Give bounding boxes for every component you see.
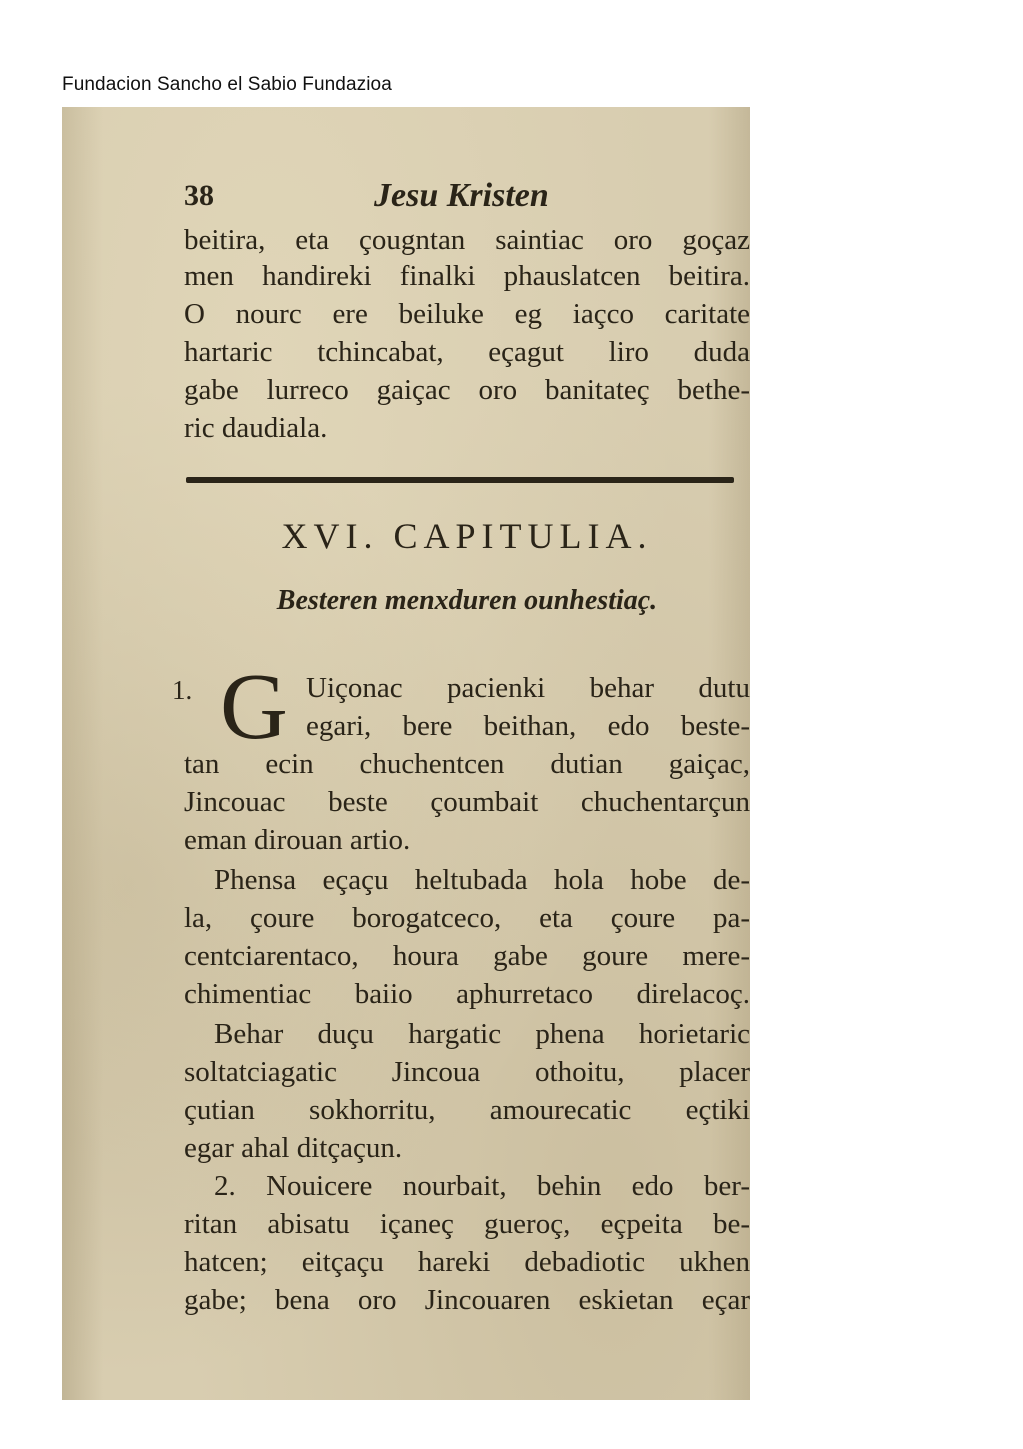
- running-title: Jesu Kristen: [374, 177, 549, 214]
- text-line: Behar duçu hargatic phena horietaric: [214, 1018, 750, 1050]
- page-number: 38: [184, 179, 214, 212]
- text-line: centciarentaco, houra gabe goure mere-: [184, 940, 750, 972]
- text-line: çutian sokhorritu, amourecatic eçtiki: [184, 1094, 750, 1126]
- text-line: gabe; bena oro Jincouaren eskietan eçar: [184, 1284, 750, 1316]
- paragraph-number: 1.: [172, 675, 193, 705]
- text-line: gabe lurreco gaiçac oro banitateç bethe-: [184, 374, 750, 406]
- text-line: Uiçonac pacienki behar dutu: [306, 672, 750, 704]
- text-line: O nourc ere beiluke eg iaçco caritate: [184, 298, 750, 330]
- text-line: la, çoure borogatceco, eta çoure pa-: [184, 902, 750, 934]
- text-line: men handireki finalki phauslatcen beitira.: [184, 260, 750, 292]
- text-line: 2. Nouicere nourbait, behin edo ber-: [214, 1170, 750, 1202]
- chapter-title: XVI. CAPITULIA.: [281, 516, 653, 556]
- drop-cap: G: [220, 655, 288, 759]
- text-line: ric daudiala.: [184, 412, 328, 444]
- text-line: hatcen; eitçaçu hareki debadiotic ukhen: [184, 1246, 750, 1278]
- running-head: [184, 179, 740, 219]
- text-line: Phensa eçaçu heltubada hola hobe de-: [214, 864, 750, 896]
- text-line: beitira, eta çougntan saintiac oro goçaz: [184, 224, 750, 256]
- text-line: egari, bere beithan, edo beste-: [306, 710, 750, 742]
- text-line: Jincouac beste çoumbait chuchentarçun: [184, 786, 750, 818]
- text-line: ritan abisatu içaneç gueroç, eçpeita be-: [184, 1208, 750, 1240]
- section-rule: [186, 477, 734, 483]
- text-line: egar ahal ditçaçun.: [184, 1132, 403, 1164]
- text-line: chimentiac baiio aphurretaco direlacoç.: [184, 978, 750, 1010]
- text-line: soltatciagatic Jincoua othoitu, placer: [184, 1056, 750, 1088]
- text-line: tan ecin chuchentcen dutian gaiçac,: [184, 748, 750, 780]
- chapter-subtitle: Besteren menxduren ounhestiaç.: [276, 585, 658, 616]
- text-line: hartaric tchincabat, eçagut liro duda: [184, 336, 750, 368]
- text-line: eman dirouan artio.: [184, 824, 411, 856]
- source-header: Fundacion Sancho el Sabio Fundazioa: [62, 74, 392, 95]
- scanned-book-page: [62, 107, 750, 1400]
